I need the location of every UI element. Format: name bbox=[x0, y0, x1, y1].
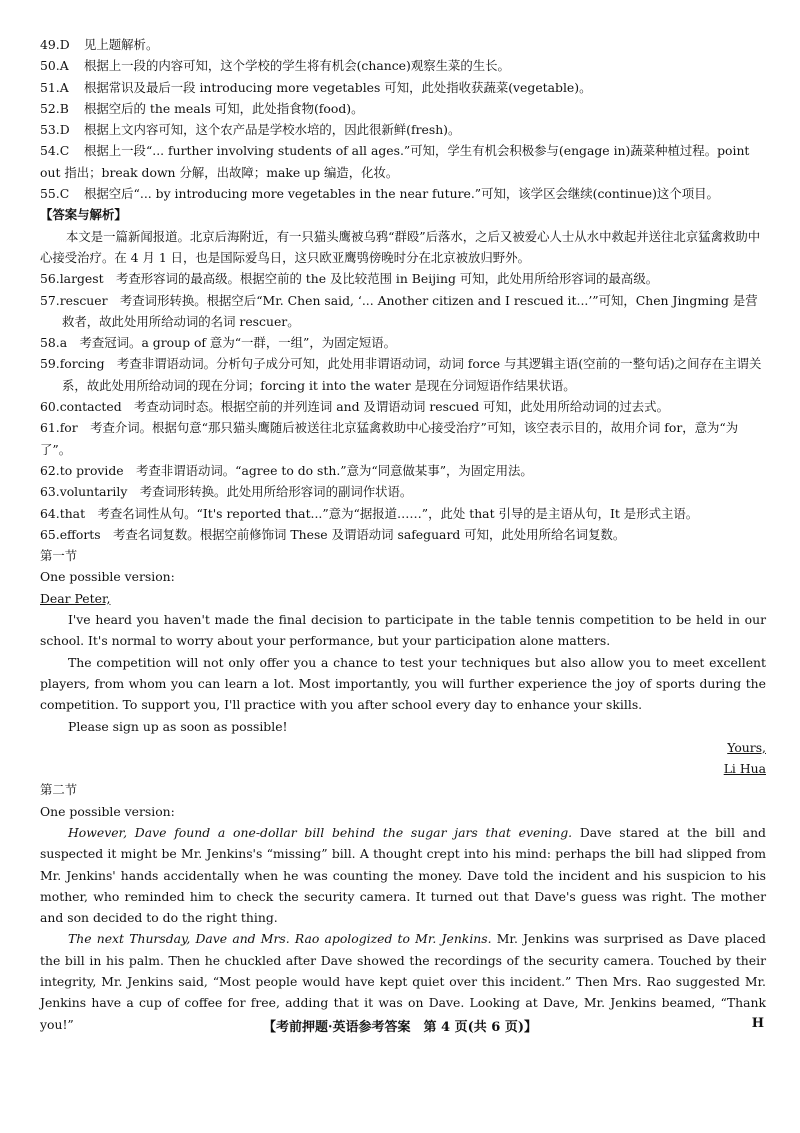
section-heading: 第二节 bbox=[40, 782, 78, 798]
page-footer bbox=[0, 1016, 800, 1040]
answer-text: 见上题解析。 bbox=[84, 37, 159, 52]
answer-word: for bbox=[59, 420, 78, 436]
answer-word: largest bbox=[59, 271, 104, 287]
letter-paragraph: Please sign up as soon as possible! bbox=[68, 718, 288, 734]
answer-item bbox=[40, 140, 766, 183]
answer-word: contacted bbox=[59, 399, 122, 415]
answer-item bbox=[40, 353, 766, 396]
answer-text: 考查介词。根据句意“那只猫头鹰随后被送往北京猛禽救助中心接受治疗”可知，该空表示目的，故用介词 for，意为“为了”。 bbox=[40, 420, 739, 457]
answer-text: 考查冠词。a group of 意为“一群，一组”，为固定短语。 bbox=[79, 335, 397, 351]
story-body: Mr. Jenkins was surprised as Dave placed the bill in his palm. Then he chuckled after Dave showed the recordings of the security camera. Touched by their integrity, Mr. Jenkins said, “Most people would have kept quiet over this incident.” Then Mrs. Rao suggested Mr. Jenkins have a cup of coffee for free, adding that it was on Dave. Looking at Dave, Mr. Jenkins beamed, “Thank you!” bbox=[40, 931, 766, 1032]
answers-49-55 bbox=[40, 34, 766, 204]
answer-word: a bbox=[59, 335, 68, 351]
answer-item bbox=[40, 55, 766, 76]
answer-item bbox=[40, 524, 766, 545]
answer-number: 60. bbox=[40, 399, 60, 415]
answer-number: 59. bbox=[40, 356, 60, 372]
answer-text: 根据上一段的内容可知，这个学校的学生将有机会(chance)观察生菜的生长。 bbox=[84, 58, 510, 74]
answer-number: 50.A bbox=[40, 58, 69, 74]
footer-version-code: H bbox=[751, 1016, 764, 1031]
answer-number: 61. bbox=[40, 420, 60, 436]
writing-section-1 bbox=[40, 545, 766, 779]
answer-item bbox=[40, 77, 766, 98]
story-lead-sentence: However, Dave found a one-dollar bill behind the sugar jars that evening. bbox=[68, 824, 573, 840]
answer-item bbox=[40, 460, 766, 481]
answer-number: 65. bbox=[40, 526, 60, 542]
letter-paragraph: The competition will not only offer you a chance to test your techniques but also allow you to meet excellent players, from whom you can learn a lot. Most importantly, you will further experience the joy of sports during the competition. To support you, I'll practice with you after school every day to enhance your skills. bbox=[40, 654, 766, 713]
letter-paragraph: I've heard you haven't made the final decision to participate in the table tennis competition to be held in our school. It's normal to worry about your performance, but your participation alone matters. bbox=[40, 612, 766, 649]
letter-closing-row bbox=[40, 737, 766, 758]
answer-number: 52.B bbox=[40, 100, 69, 116]
answer-item bbox=[40, 98, 766, 119]
answer-word: rescuer bbox=[59, 292, 108, 308]
version-label: One possible version: bbox=[40, 803, 175, 819]
answer-item bbox=[40, 503, 766, 524]
answer-text: 根据常识及最后一段 introducing more vegetables 可知，此处指收获蔬菜(vegetable)。 bbox=[84, 79, 592, 95]
answer-number: 58. bbox=[40, 335, 60, 351]
section-heading: 【答案与解析】 bbox=[40, 207, 127, 223]
story-paragraph bbox=[40, 822, 766, 928]
answer-item bbox=[40, 417, 766, 460]
answer-number: 64. bbox=[40, 505, 60, 521]
footer-page-info: 【考前押题·英语参考答案 第 4 页(共 6 页)】 bbox=[262, 1020, 538, 1035]
letter-salutation: Dear Peter, bbox=[40, 590, 111, 606]
answer-item bbox=[40, 268, 766, 289]
answer-text: 根据空后的 the meals 可知，此处指食物(food)。 bbox=[84, 100, 364, 116]
answer-item bbox=[40, 183, 766, 204]
answer-word: to provide bbox=[59, 462, 124, 478]
answer-number: 56. bbox=[40, 271, 60, 287]
answer-item bbox=[40, 119, 766, 140]
answer-word: that bbox=[59, 505, 86, 521]
answer-item bbox=[40, 332, 766, 353]
letter-closing: Yours, bbox=[727, 739, 766, 755]
answer-text: 考查名词性从句。“It's reported that...”意为“据报道……”，此处 that 引导的是主语从句，It 是形式主语。 bbox=[97, 505, 699, 521]
letter-signature-row bbox=[40, 758, 766, 779]
answer-text: 考查词形转换。此处用所给形容词的副词作状语。 bbox=[139, 484, 413, 500]
answer-text: 根据空后“... by introducing more vegetables in the near future.”可知，该学区会继续(continue)这个项目。 bbox=[84, 186, 719, 202]
answer-text: 根据上文内容可知，这个农产品是学校水培的，因此很新鲜(fresh)。 bbox=[84, 122, 461, 138]
answer-number: 63. bbox=[40, 484, 60, 500]
answer-text: 考查形容词的最高级。根据空前的 the 及比较范围 in Beijing 可知，此处用所给形容词的最高级。 bbox=[116, 271, 659, 287]
answer-text: 考查动词时态。根据空前的并列连词 and 及谓语动词 rescued 可知，此处用所给动词的过去式。 bbox=[134, 399, 669, 415]
answer-item bbox=[40, 34, 766, 55]
answer-text: 考查词形转换。根据空后“Mr. Chen said, ‘... Another citizen and I rescued it...’”可知，Chen Jingming 是营救者，故此处用所给动词的名词 rescuer。 bbox=[62, 292, 758, 329]
answer-number: 62. bbox=[40, 462, 60, 478]
writing-section-2 bbox=[40, 779, 766, 1035]
answer-number: 51.A bbox=[40, 79, 69, 95]
answer-text: 根据上一段“... further involving students of all ages.”可知，学生有机会积极参与(engage in)蔬菜种植过程。point out 指出；break down 分解，出故障；make up 编造，化妆。 bbox=[40, 143, 750, 180]
answers-56-65 bbox=[40, 268, 766, 545]
answer-item bbox=[40, 481, 766, 502]
answer-number: 54.C bbox=[40, 143, 70, 159]
section-heading: 第一节 bbox=[40, 548, 78, 564]
answer-word: forcing bbox=[59, 356, 105, 372]
story-lead-sentence: The next Thursday, Dave and Mrs. Rao apologized to Mr. Jenkins. bbox=[68, 931, 492, 947]
answer-number: 55.C bbox=[40, 186, 70, 202]
intro-paragraph: 本文是一篇新闻报道。北京后海附近，有一只猫头鹰被乌鸦“群殴”后落水，之后又被爱心人士从水中救起并送往北京猛禽救助中心接受治疗。在 4 月 1 日，也是国际爱鸟日，这只欧亚鹰鸮傍晚时分在北京被放归野外。 bbox=[40, 228, 761, 265]
answer-number: 53.D bbox=[40, 122, 70, 138]
answer-number: 57. bbox=[40, 292, 60, 308]
story-body: Dave stared at the bill and suspected it might be Mr. Jenkins's “missing” bill. A thought crept into his mind: perhaps the bill had slipped from Mr. Jenkins' hands accidentally when he was counting the money. Dave told the incident and his suspicion to his mother, who reminded him to check the security camera. It turned out that Dave's guess was right. The mother and son decided to do the right thing. bbox=[40, 824, 766, 926]
answer-number: 49.D bbox=[40, 37, 70, 52]
version-label: One possible version: bbox=[40, 569, 175, 585]
answer-text: 考查非谓语动词。“agree to do sth.”意为“同意做某事”，为固定用法。 bbox=[136, 462, 533, 478]
answer-item bbox=[40, 396, 766, 417]
answer-text: 考查非谓语动词。分析句子成分可知，此处用非谓语动词，动词 force 与其逻辑主语(空前的一整句话)之间存在主谓关系，故此处用所给动词的现在分词；forcing it into the water 是现在分词短语作结果状语。 bbox=[62, 356, 762, 393]
answer-item bbox=[40, 290, 766, 333]
answer-text: 考查名词复数。根据空前修饰词 These 及谓语动词 safeguard 可知，此处用所给名词复数。 bbox=[112, 526, 626, 542]
letter-signature: Li Hua bbox=[723, 761, 766, 777]
answer-word: efforts bbox=[59, 526, 101, 542]
answer-word: voluntarily bbox=[59, 484, 128, 500]
